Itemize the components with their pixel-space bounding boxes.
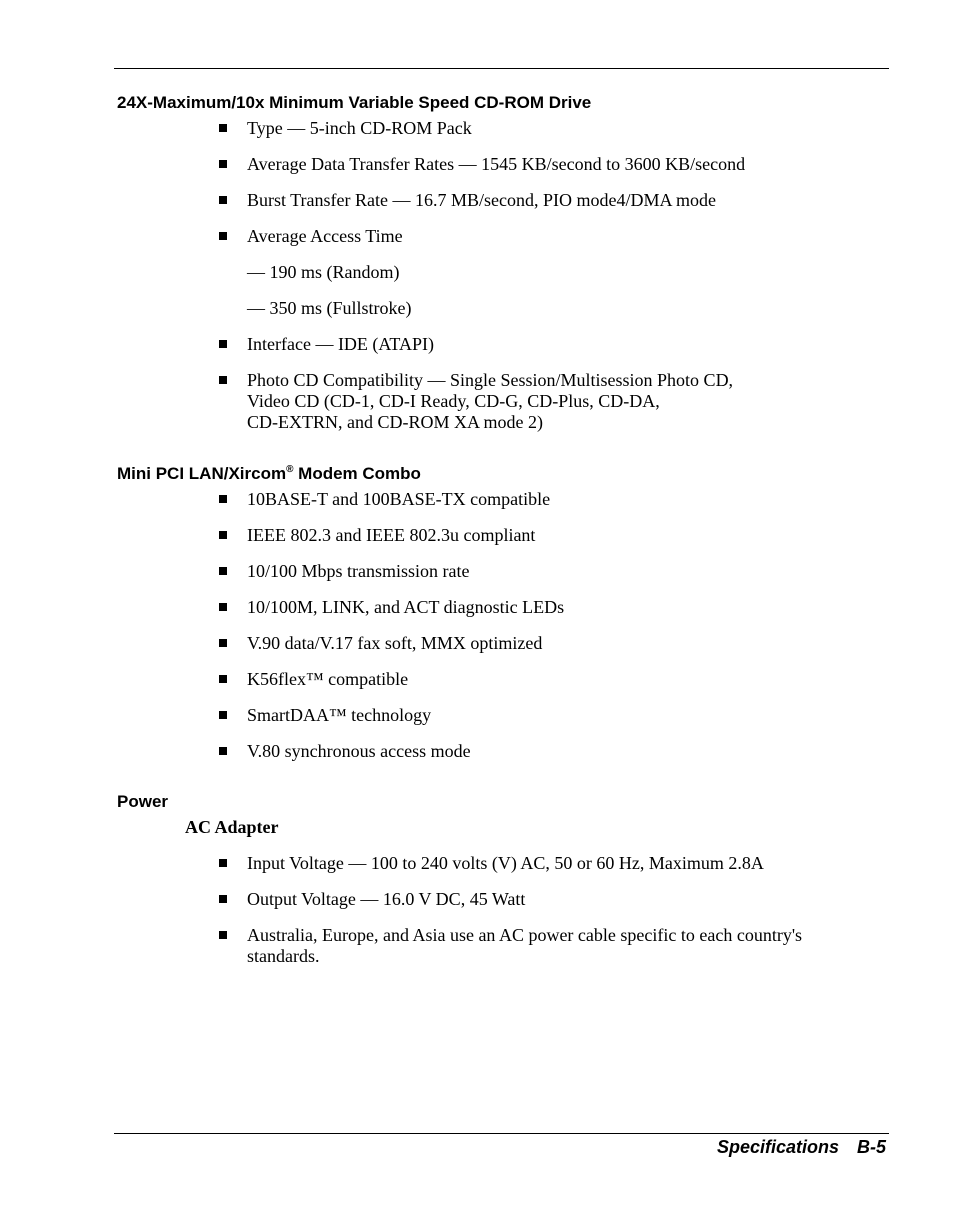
bullet-icon [219, 376, 227, 384]
lan-item-diagnostic-leds: 10/100M, LINK, and ACT diagnostic LEDs [247, 597, 565, 617]
bullet-icon [219, 747, 227, 755]
bullet-icon [219, 711, 227, 719]
modem-item-v90: V.90 data/V.17 fax soft, MMX optimized [247, 633, 543, 653]
cdrom-item-interface: Interface — IDE (ATAPI) [247, 334, 434, 354]
bullet-icon [219, 859, 227, 867]
cdrom-item-type: Type — 5-inch CD-ROM Pack [247, 118, 472, 138]
page-footer [717, 1136, 886, 1158]
bullet-icon [219, 124, 227, 132]
bullet-icon [219, 340, 227, 348]
footer-section-name: Specifications [716, 1137, 839, 1157]
bullet-icon [219, 531, 227, 539]
bullet-icon [219, 675, 227, 683]
cdrom-item-photo-cd-line-2: Video CD (CD-1, CD-I Ready, CD-G, CD-Plus, CD-DA, [247, 391, 660, 411]
access-time-fullstroke: — 350 ms (Fullstroke) [247, 298, 412, 318]
cdrom-item-burst-transfer: Burst Transfer Rate — 16.7 MB/second, PIO mode4/DMA mode [247, 190, 716, 210]
lan-modem-heading-main: Mini PCI LAN/Xircom [117, 464, 287, 483]
bullet-icon [219, 603, 227, 611]
power-item-cable-line-2: standards. [247, 946, 320, 966]
bullet-icon [219, 196, 227, 204]
footer-rule [114, 1133, 889, 1134]
power-heading: Power [117, 792, 169, 811]
modem-item-k56flex: K56flex™ compatible [247, 669, 409, 689]
access-time-random: — 190 ms (Random) [247, 262, 400, 282]
lan-item-10base-t: 10BASE-T and 100BASE-TX compatible [247, 489, 551, 509]
bullet-icon [219, 639, 227, 647]
cdrom-heading: 24X-Maximum/10x Minimum Variable Speed CD-ROM Drive [117, 93, 592, 112]
cdrom-item-photo-cd-line-1: Photo CD Compatibility — Single Session/Multisession Photo CD, [247, 370, 734, 390]
bullet-icon [219, 160, 227, 168]
power-item-cable-line-1: Australia, Europe, and Asia use an AC power cable specific to each country's [247, 925, 803, 945]
modem-item-v80: V.80 synchronous access mode [247, 741, 471, 761]
bullet-icon [219, 931, 227, 939]
footer-page-number: B-5 [856, 1137, 886, 1157]
power-item-input-voltage: Input Voltage — 100 to 240 volts (V) AC, 50 or 60 Hz, Maximum 2.8A [247, 853, 764, 873]
cdrom-item-photo-cd-line-3: CD-EXTRN, and CD-ROM XA mode 2) [247, 412, 543, 432]
lan-modem-heading-tail: Modem Combo [293, 464, 421, 483]
lan-item-ieee: IEEE 802.3 and IEEE 802.3u compliant [247, 525, 536, 545]
ac-adapter-subheading: AC Adapter [185, 817, 279, 837]
bullet-icon [219, 567, 227, 575]
lan-modem-heading [117, 464, 421, 484]
cdrom-item-access-time: Average Access Time [247, 226, 403, 246]
bullet-icon [219, 232, 227, 240]
cdrom-item-data-transfer: Average Data Transfer Rates — 1545 KB/second to 3600 KB/second [247, 154, 746, 174]
header-rule [114, 68, 889, 69]
bullet-icon [219, 495, 227, 503]
lan-item-transmission-rate: 10/100 Mbps transmission rate [247, 561, 470, 581]
registered-mark: ® [286, 464, 294, 475]
bullet-icon [219, 895, 227, 903]
modem-item-smartdaa: SmartDAA™ technology [247, 705, 432, 725]
power-item-output-voltage: Output Voltage — 16.0 V DC, 45 Watt [247, 889, 526, 909]
